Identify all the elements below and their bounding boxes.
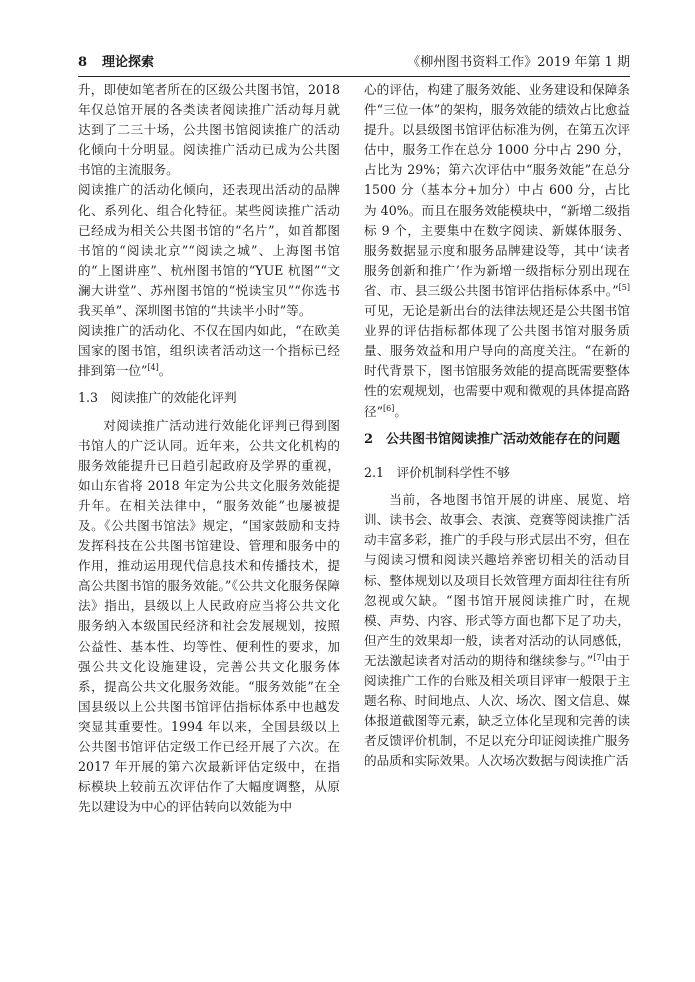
citation-ref: [4] (147, 363, 159, 373)
section-heading-2-1: 2.1 评价机制科学性不够 (364, 465, 510, 481)
paragraph-text: 阅读推广的活动化、不仅在国内如此，“在欧美国家的图书馆，组织读者活动这一个指标已经排到第一位” (78, 323, 340, 379)
citation-ref: [6] (383, 403, 395, 413)
section-heading-2: 2 公共图书馆阅读推广活动效能存在的问题 (364, 431, 621, 447)
paragraph (364, 490, 630, 771)
paragraph (364, 80, 630, 422)
paragraph (78, 321, 340, 381)
section-heading-1-3: 1.3 阅读推广的效能化评判 (78, 390, 237, 406)
paragraph-text: 可见，无论是新出台的法律法规还是公共图书馆业界的评估指标都体现了公共图书馆对服务质量、服务效益和用户导向的高度关注。“在新的时代背景下，图书馆服务效能的提高既需要整体性的宏观规划，也需要中观和微观的具体提高路径” (364, 303, 630, 419)
paragraph-text: 心的评估，构建了服务效能、业务建设和保障条件“三位一体”的架构，服务效能的绩效占比愈益提升。以县级图书馆评估标准为例，在第五次评估中，服务工作在总分 1000 分中占 290 分，占比为 29%；第六次评估中“服务效能”在总分 1500 分（基本分+加分）中占 600 分，占比为 40%。而且在服务效能模块中，“新增二级指标 9 个，主要集中在数字阅读、新媒体服务、服务数据显示度和服务品牌建设等，其中‘读者服务创新和推广’作为新增一级指标分别出现在省、市、县三级公共图书馆评估指标体系中。” (364, 82, 630, 298)
section-label: 理论探索 (102, 55, 155, 70)
journal-title: 《柳州图书资料工作》2019 年第 1 期 (407, 55, 630, 70)
page-number: 8 (78, 55, 88, 70)
paragraph-end: 。 (394, 403, 407, 419)
citation-ref: [5] (618, 282, 630, 292)
left-column (78, 80, 340, 817)
paragraph-end: 。 (158, 363, 172, 379)
running-header (78, 52, 630, 77)
paragraph-text: 由于阅读推广工作的台账及相关项目评审一般限于主题名称、时间地点、人次、场次、图文信息、媒体报道截图等元素，缺乏立体化呈现和完善的读者反馈评价机制，不足以充分印证阅读推广服务的品质和实际效果。人次场次数据与阅读推广活 (364, 652, 630, 769)
right-column (364, 80, 630, 772)
paragraph: 阅读推广的活动化倾向，还表现出活动的品牌化、系列化、组合化特征。某些阅读推广活动已经成为相关公共图书馆的“名片”，如首都图书馆的“阅读北京”“阅读之城”、上海图书馆的“上图讲座”、杭州图书馆的“YUE 杭图”“文澜大讲堂”、苏州图书馆的“悦读宝贝”“你选书我买单”、深圳图书馆的“共读半小时”等。 (78, 182, 340, 319)
paragraph: 对阅读推广活动进行效能化评判已得到图书馆人的广泛认同。近年来，公共文化机构的服务效能提升已日趋引起政府及学界的重视，如山东省将 2018 年定为公共文化服务效能提升年。在相关法律中，“服务效能”也屡被提及。《公共图书馆法》规定，“国家鼓励和支持发挥科技在公共图书馆建设、管理和服务中的作用，推动运用现代信息技术和传播技术，提高公共图书馆的服务效能。”《公共文化服务保障法》指出，县级以上人民政府应当将公共文化服务纳入本级国民经济和社会发展规划，按照公益性、基本性、均等性、便利性的要求，加强公共文化设施建设，完善公共文化服务体系，提高公共文化服务效能。“服务效能”在全国县级以上公共图书馆评估指标体系中也越发突显其重要性。1994 年以来，全国县级以上公共图书馆评估定级工作已经开展了六次。在 2017 年开展的第六次最新评估定级中，在指标模块上较前五次评估作了大幅度调整，从原先以建设为中心的评估转向以效能为中 (78, 417, 340, 815)
paragraph-text: 当前，各地图书馆开展的讲座、展览、培训、读书会、故事会、表演、竞赛等阅读推广活动丰富多彩，推广的手段与形式层出不穷，但在与阅读习惯和阅读兴趣培养密切相关的活动目标、整体规划以及项目长效管理方面却往往有所忽视或欠缺。“图书馆开展阅读推广时，在规模、声势、内容、形式等方面也都下足了功夫，但产生的效果却一般，读者对活动的认同感低，无法激起读者对活动的期待和继续参与。” (364, 492, 630, 668)
paragraph: 升，即使如笔者所在的区级公共图书馆，2018 年仅总馆开展的各类读者阅读推广活动每月就达到了二三十场，公共图书馆阅读推广的活动化倾向十分明显。阅读推广活动已成为公共图书馆的主流服务。 (78, 82, 340, 178)
citation-ref: [7] (593, 652, 605, 662)
